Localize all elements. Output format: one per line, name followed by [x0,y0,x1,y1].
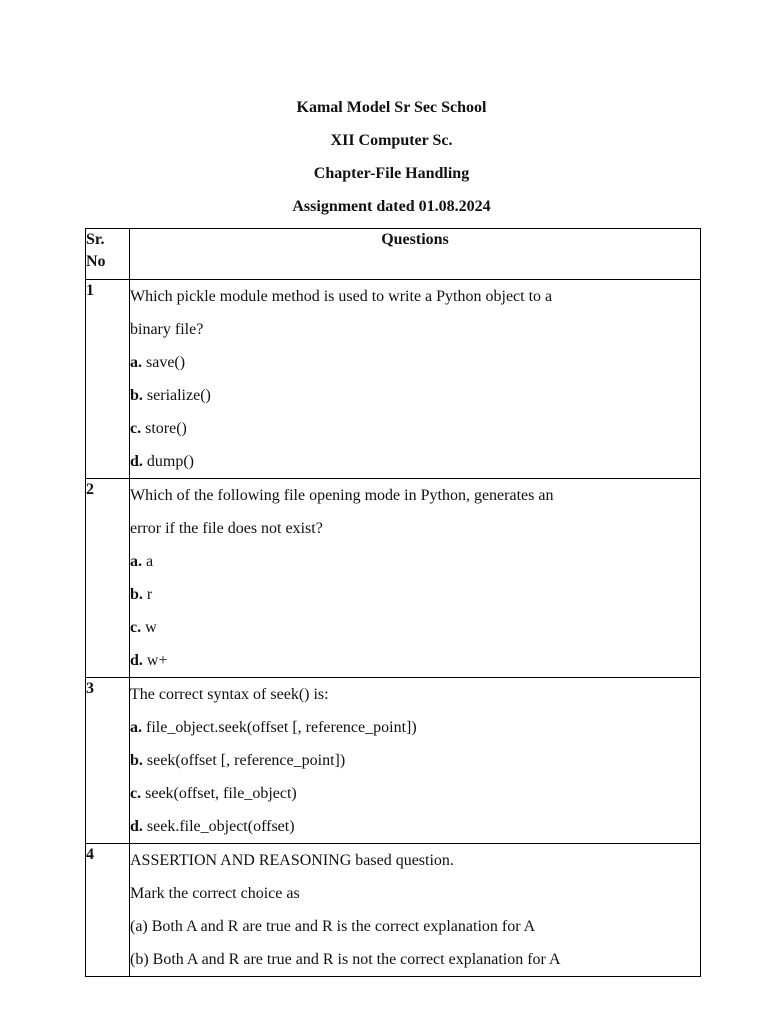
question-number: 2 [86,479,130,678]
table-row [86,844,701,977]
option-text: seek.file_object(offset) [142,818,295,835]
question-number: 1 [86,280,130,479]
school-name: Kamal Model Sr Sec School [296,99,487,116]
option-text: w [141,619,157,636]
option-d [130,445,700,478]
sr-no-header-line1: Sr. [86,231,105,248]
option-text: save() [142,354,186,371]
question-text: ASSERTION AND REASONING based question. [130,852,454,869]
sr-no-header [86,229,130,280]
assignment-date: Assignment dated 01.08.2024 [292,198,491,215]
table-row [86,678,701,844]
option-letter: a. [130,719,142,736]
option-letter: c. [130,619,142,636]
question-text: Which pickle module method is used to write a Python object to a [130,288,553,305]
question-cell [130,479,701,678]
option-a [130,346,700,379]
option-text: w+ [142,652,168,669]
question-text: (a) Both A and R are true and R is the correct explanation for A [130,918,536,935]
option-text: file_object.seek(offset [, reference_point]) [142,719,417,736]
option-a [130,711,700,744]
table-header-row [86,229,701,280]
question-text: Which of the following file opening mode in Python, generates an [130,487,554,504]
option-b [130,578,700,611]
question-text: error if the file does not exist? [130,520,323,537]
question-number: 3 [86,678,130,844]
question-text: (b) Both A and R are true and R is not the correct explanation for A [130,951,561,968]
option-text: seek(offset [, reference_point]) [142,752,346,769]
option-d [130,810,700,843]
option-text: serialize() [142,387,211,404]
option-b [130,379,700,412]
option-letter: c. [130,420,142,437]
question-cell [130,678,701,844]
option-c [130,611,700,644]
option-letter: b. [130,387,143,404]
option-letter: a. [130,354,142,371]
question-text: Mark the correct choice as [130,885,300,902]
option-text: a [142,553,154,570]
class-name: XII Computer Sc. [330,132,453,149]
option-text: dump() [142,453,195,470]
option-letter: c. [130,785,142,802]
option-letter: d. [130,652,143,669]
option-letter: a. [130,553,142,570]
question-number: 4 [86,844,130,977]
questions-header: Questions [130,229,701,280]
option-a [130,545,700,578]
option-text: r [142,586,153,603]
question-text: The correct syntax of seek() is: [130,686,329,703]
option-letter: d. [130,453,143,470]
option-letter: b. [130,586,143,603]
sr-no-header-line2: No [86,253,106,270]
question-cell [130,280,701,479]
question-text: binary file? [130,321,204,338]
option-text: seek(offset, file_object) [141,785,297,802]
option-letter: b. [130,752,143,769]
option-c [130,412,700,445]
chapter-title: Chapter-File Handling [313,165,470,182]
option-text: store() [141,420,187,437]
option-c [130,777,700,810]
option-letter: d. [130,818,143,835]
question-cell [130,844,701,977]
table-row [86,479,701,678]
questions-table [85,228,701,977]
option-b [130,744,700,777]
option-d [130,644,700,677]
table-row [86,280,701,479]
